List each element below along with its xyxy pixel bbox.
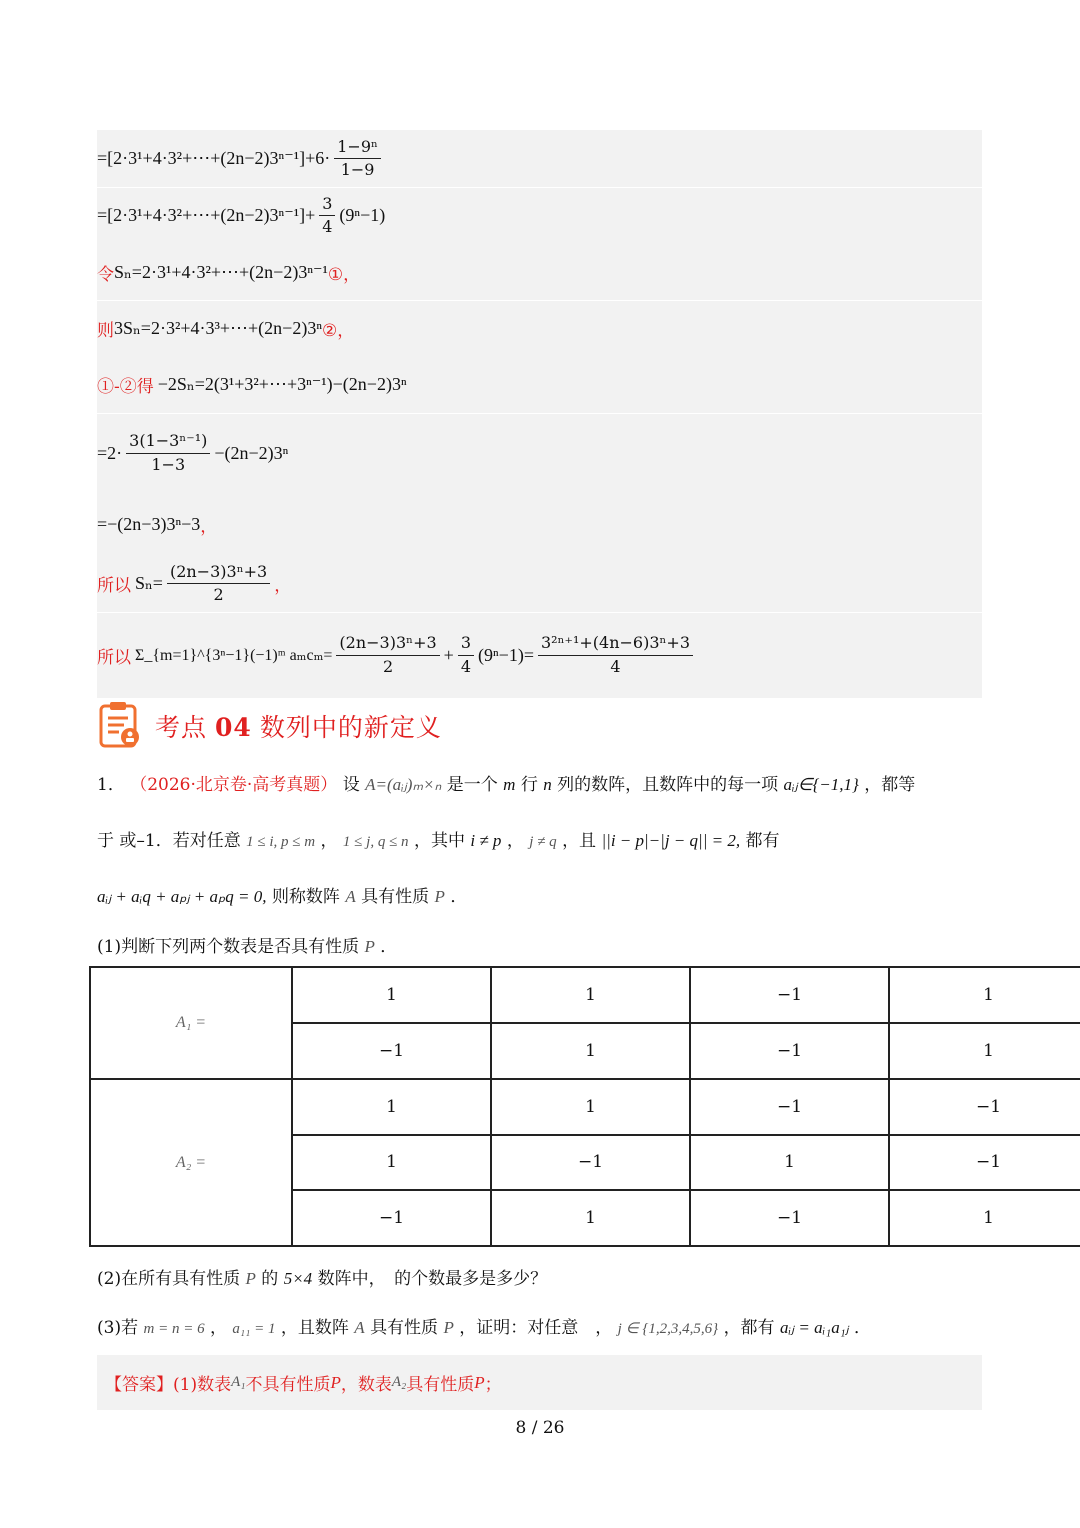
answer-tag: 【答案】	[105, 1375, 173, 1395]
table-cell: −1	[690, 1190, 889, 1246]
answer-bar: 【答案】 (1)数表 A₁ 不具有性质 P ，数表 A₂ 具有性质 P ；	[97, 1355, 982, 1410]
fraction: $\frac{\text{(2n−3)3ⁿ+3}}{2}$	[336, 634, 439, 676]
solution-line-3: 令 Sₙ=2·3¹+4·3²+⋯+(2n−2)3ⁿ⁻¹ ①，	[97, 244, 982, 301]
sub-question-2: (2)在所有具有性质 P 的 5×4 数阵中， 的个数最多是多少？	[97, 1269, 548, 1289]
table-cell: −1	[889, 1135, 1080, 1191]
question-para-2: 于 或–1．若对任意 1 ≤ i, p ≤ m ， 1 ≤ j, q ≤ n ，其中 i ≠ p ， j ≠ q ，且 ||i − p|−|j − q|| = 2, 都有	[97, 831, 780, 851]
solution-line-9: 所以 Σ_{m=1}^{3ⁿ−1}(−1)ᵐ aₘcₘ= $\frac{\text{(2n−3)3ⁿ+3}}{2}$ + $\frac{3}{4}$ (9ⁿ−1)= $\frac{\text{3²ⁿ⁺¹+(4n−6)3ⁿ+3}}{4}$	[97, 612, 982, 698]
question-para-3: aᵢⱼ + aᵢq + aₚⱼ + aₚq = 0, 则称数阵 A 具有性质 P ．	[97, 887, 468, 907]
table-cell: −1	[690, 1079, 889, 1135]
table-cell: 1	[292, 1079, 491, 1135]
question-source: （2026·北京卷·高考真题）	[130, 775, 338, 795]
table-row	[90, 967, 1080, 1023]
table-cell: 1	[690, 1135, 889, 1191]
fraction: $\frac{3}{4}$	[458, 634, 474, 676]
solution-line-6: =2· $\frac{\text{3(1−3ⁿ⁻¹)}}{1-3}$ −(2n−2)3ⁿ	[97, 431, 289, 474]
solution-line-8: 所以 Sₙ= $\frac{\text{(2n−3)3ⁿ+3}}{2}$ ，	[97, 555, 982, 613]
solution-line-7: =−(2n−3)3ⁿ−3 ，	[97, 513, 218, 537]
question-para-1: 1． （2026·北京卷·高考真题） 设 A=(aᵢⱼ)ₘ×ₙ 是一个 m 行 n 列的数阵，且数阵中的每一项 aᵢⱼ∈{−1,1} ，都等	[97, 775, 916, 795]
a1-label: A₁ =	[90, 967, 292, 1079]
table-cell: −1	[292, 1023, 491, 1079]
table-row	[90, 1079, 1080, 1135]
table-cell: −1	[889, 1079, 1080, 1135]
fraction: $\frac{\text{1−9ⁿ}}{1-9}$	[334, 138, 381, 180]
table-cell: 1	[292, 1135, 491, 1191]
table-cell: −1	[690, 967, 889, 1023]
section-header	[97, 700, 442, 752]
table-cell: 1	[889, 967, 1080, 1023]
table-cell: 1	[292, 967, 491, 1023]
table-cell: 1	[491, 967, 690, 1023]
fraction: $\frac{\text{3²ⁿ⁺¹+(4n−6)3ⁿ+3}}{4}$	[538, 634, 693, 676]
table-cell: −1	[491, 1135, 690, 1191]
section-title: 考点 04 数列中的新定义	[155, 713, 442, 742]
solution-line-1: =[2·3¹+4·3²+⋯+(2n−2)3ⁿ⁻¹]+6· $\frac{\text{1−9ⁿ}}{1-9}$	[97, 130, 982, 188]
fraction: $\frac{\text{3(1−3ⁿ⁻¹)}}{1-3}$	[126, 432, 210, 474]
matrix-table	[89, 966, 1080, 1247]
fraction: $\frac{3}{4}$	[319, 195, 335, 237]
table-cell: 1	[491, 1190, 690, 1246]
solution-line-2: =[2·3¹+4·3²+⋯+(2n−2)3ⁿ⁻¹]+ $\frac{3}{4}$ (9ⁿ−1)	[97, 193, 386, 236]
sub-question-3: (3)若 m = n = 6 ， a₁₁ = 1 ，且数阵 A 具有性质 P ，证明：对任意 ， j ∈ {1,2,3,4,5,6} ，都有 aᵢⱼ = aᵢ₁a₁ⱼ ．	[97, 1318, 871, 1338]
table-cell: −1	[292, 1190, 491, 1246]
table-cell: −1	[690, 1023, 889, 1079]
sub-question-1: (1)判断下列两个数表是否具有性质 P ．	[97, 937, 398, 957]
table-cell: 1	[889, 1190, 1080, 1246]
page-number: 8 / 26	[515, 1418, 565, 1438]
clipboard-icon	[97, 700, 143, 752]
table-cell: 1	[491, 1079, 690, 1135]
a2-label: A₂ =	[90, 1079, 292, 1246]
fraction: $\frac{\text{(2n−3)3ⁿ+3}}{2}$	[167, 563, 270, 605]
solution-line-4: 则 3Sₙ=2·3²+4·3³+⋯+(2n−2)3ⁿ ②，	[97, 317, 355, 341]
solution-line-5: ①-②得 −2Sₙ=2(3¹+3²+⋯+3ⁿ⁻¹)−(2n−2)3ⁿ	[97, 356, 982, 414]
table-cell: 1	[889, 1023, 1080, 1079]
table-cell: 1	[491, 1023, 690, 1079]
solution-block	[97, 130, 982, 698]
